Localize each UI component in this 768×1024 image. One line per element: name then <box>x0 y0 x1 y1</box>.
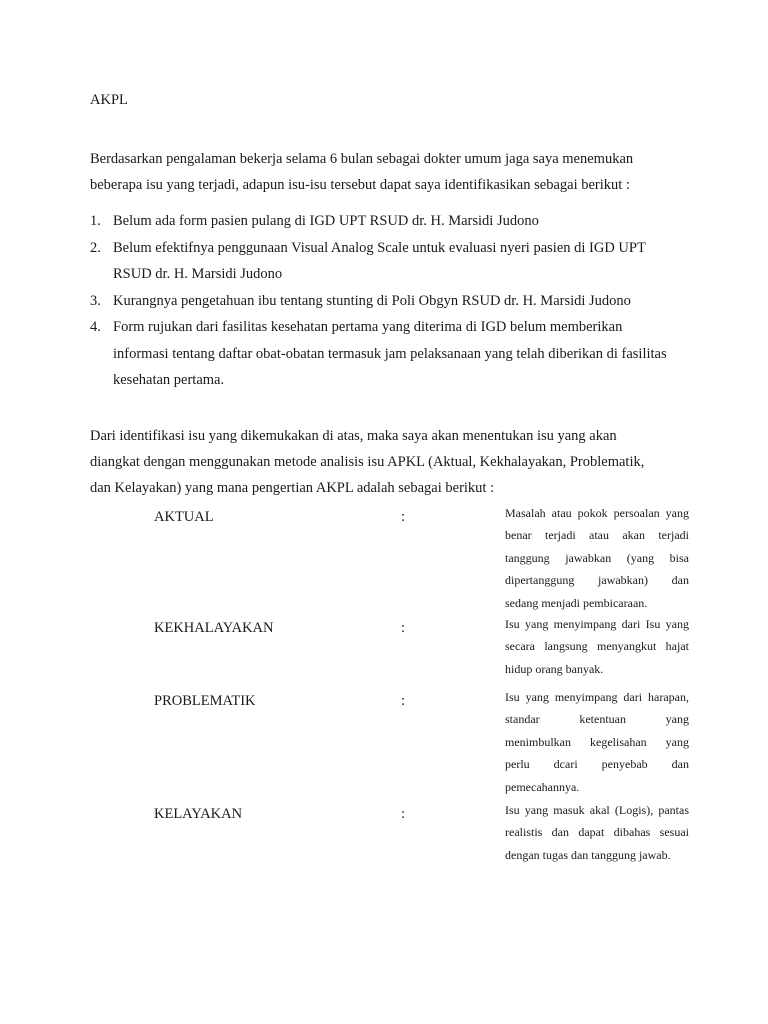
issue-item <box>90 288 678 315</box>
intro-line: Berdasarkan pengalaman bekerja selama 6 bulan sebagai dokter umum jaga saya menemukan <box>90 151 634 167</box>
intro-paragraph <box>90 146 678 198</box>
definition-term: KEKHALAYAKAN <box>154 620 274 636</box>
definition-line: standar ketentuan yang <box>505 712 689 727</box>
definition-separator: : <box>401 620 406 636</box>
issue-number: 2. <box>90 239 101 256</box>
definition-separator: : <box>401 806 406 822</box>
issue-text: Belum efektifnya penggunaan Visual Analog Scale untuk evaluasi nyeri pasien di IGD UPT <box>113 239 646 256</box>
definition-line: Isu yang menyimpang dari harapan, <box>505 690 689 704</box>
definition-line: hidup orang banyak. <box>505 661 604 676</box>
issue-text: informasi tentang daftar obat-obatan termasuk jam pelaksanaan yang telah diberikan di fasilitas <box>113 345 667 362</box>
definition-separator: : <box>401 509 406 525</box>
definition-text <box>505 502 689 614</box>
definition-line: Isu yang menyimpang dari Isu yang <box>505 617 689 631</box>
closing-line: dan Kelayakan) yang mana pengertian AKPL adalah sebagai berikut : <box>90 480 495 496</box>
intro-line: beberapa isu yang terjadi, adapun isu-isu tersebut dapat saya identifikasikan sebagai berikut : <box>90 177 630 193</box>
issue-text: kesehatan pertama. <box>113 372 225 388</box>
definition-separator: : <box>401 693 406 709</box>
definition-line: sedang menjadi pembicaraan. <box>505 595 648 610</box>
issue-number: 4. <box>90 319 101 335</box>
definition-text <box>505 613 689 680</box>
definition-line: perlu dcari penyebab dan <box>505 757 689 772</box>
issue-number: 3. <box>90 292 101 309</box>
closing-paragraph <box>90 423 678 501</box>
definition-line: Masalah atau pokok persoalan yang <box>505 506 689 520</box>
issue-text: Kurangnya pengetahuan ibu tentang stunting di Poli Obgyn RSUD dr. H. Marsidi Judono <box>113 292 631 309</box>
definition-line: tanggung jawabkan (yang bisa <box>505 550 689 565</box>
issue-text: Belum ada form pasien pulang di IGD UPT RSUD dr. H. Marsidi Judono <box>113 213 539 229</box>
closing-line: diangkat dengan menggunakan metode analisis isu APKL (Aktual, Kekhalayakan, Problematik, <box>90 454 645 470</box>
definition-term: PROBLEMATIK <box>154 693 256 709</box>
definition-line: Isu yang masuk akal (Logis), pantas <box>505 803 689 817</box>
definition-line: benar terjadi atau akan terjadi <box>505 528 689 543</box>
issue-text: Form rujukan dari fasilitas kesehatan pertama yang diterima di IGD belum memberikan <box>113 319 623 335</box>
definition-line: pemecahannya. <box>505 779 580 794</box>
definition-line: secara langsung menyangkut hajat <box>505 639 689 654</box>
definition-line: realistis dan dapat dibahas sesuai <box>505 825 689 840</box>
issue-item <box>90 208 678 235</box>
definition-text <box>505 799 689 866</box>
issue-item <box>90 235 678 288</box>
closing-line: Dari identifikasi isu yang dikemukakan di atas, maka saya akan menentukan isu yang akan <box>90 428 617 444</box>
issue-item <box>90 314 678 394</box>
definition-line: dengan tugas dan tanggung jawab. <box>505 847 671 862</box>
issue-number: 1. <box>90 213 101 229</box>
definition-text <box>505 686 689 798</box>
definition-term: AKTUAL <box>154 509 214 525</box>
issue-list <box>90 208 678 394</box>
issue-text: RSUD dr. H. Marsidi Judono <box>113 266 283 282</box>
definition-line: dipertanggung jawabkan) dan <box>505 573 689 588</box>
definition-line: menimbulkan kegelisahan yang <box>505 734 689 749</box>
definition-term: KELAYAKAN <box>154 806 243 822</box>
document-title: AKPL <box>90 92 128 108</box>
